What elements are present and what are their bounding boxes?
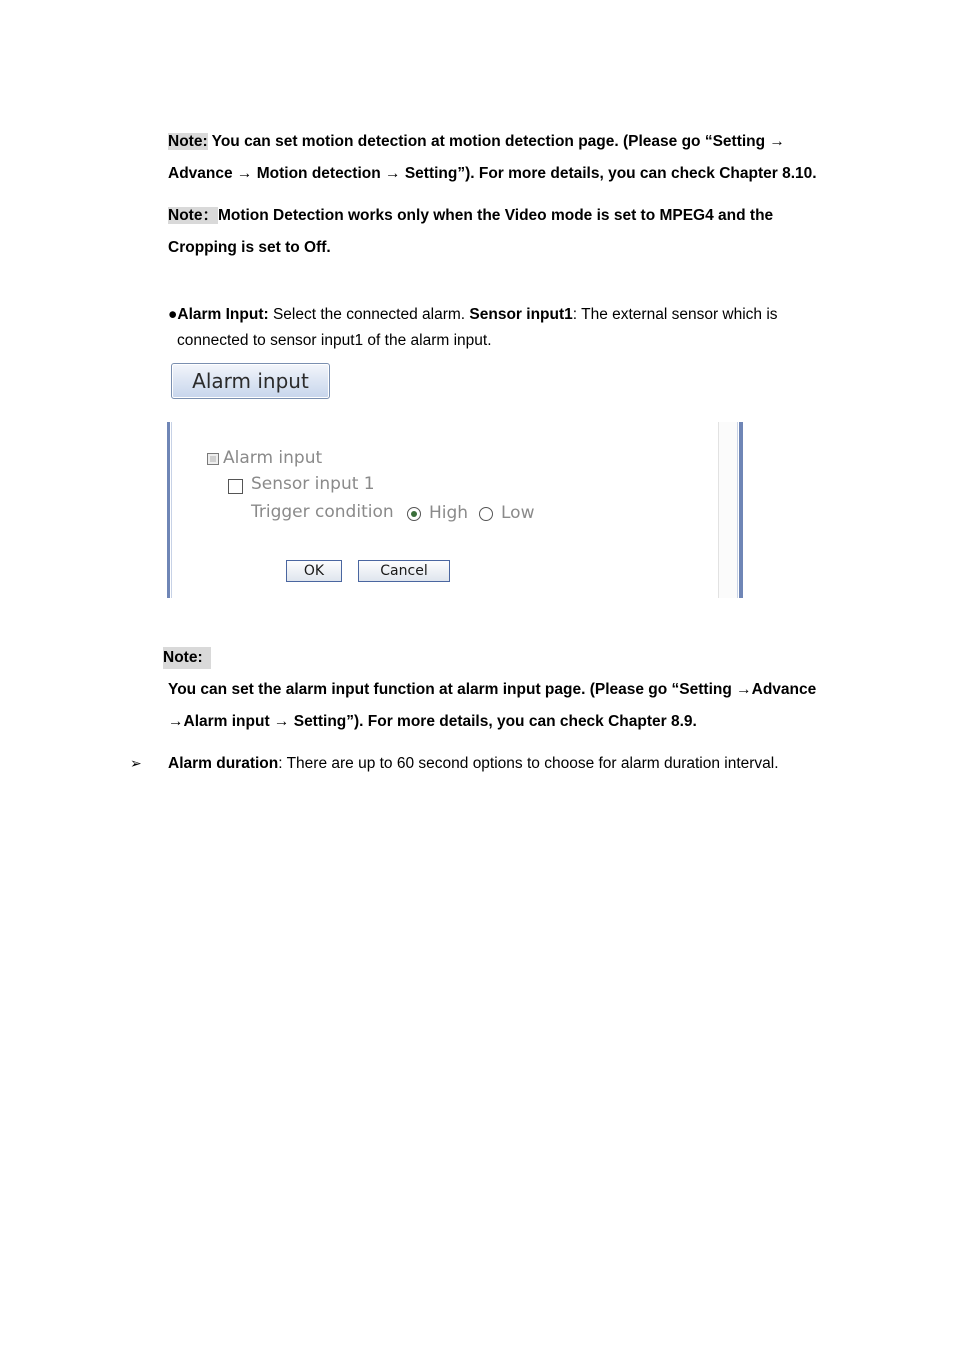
alarm-input-description (168, 302, 828, 354)
tree-node-icon (207, 453, 219, 465)
high-option-label: High (429, 503, 469, 523)
alarm-input-button[interactable]: Alarm input (171, 363, 330, 399)
low-radio[interactable] (479, 507, 493, 521)
note-text: You can set motion detection at motion detection page. (Please go “Setting → (207, 133, 785, 150)
panel-left-border-inner (171, 422, 172, 598)
sensor-input-label: Sensor input 1 (251, 474, 375, 494)
alarm-duration-description (168, 751, 779, 777)
description-text: Select the connected alarm. (268, 306, 470, 323)
panel-left-border (167, 422, 170, 598)
note-line-2: →Alarm input → Setting”). For more details, you can check Chapter 8.9. (168, 713, 697, 730)
description-line-2: connected to sensor input1 of the alarm input. (177, 332, 492, 349)
note-label: Note： (168, 207, 218, 224)
alarm-duration-title: Alarm duration (168, 755, 279, 772)
arrow-bullet-icon: ➢ (130, 755, 142, 771)
note-line-2: Advance → Motion detection → Setting”). For more details, you can check Chapter 8.10. (168, 165, 817, 182)
note-line-1: You can set the alarm input function at alarm input page. (Please go “Setting →Advance (168, 681, 817, 698)
note-alarm-input (168, 674, 816, 738)
alarm-input-tree-label: Alarm input (223, 448, 323, 468)
panel-scrollbar-track[interactable] (718, 422, 737, 598)
bullet-dot: ● (168, 306, 178, 323)
note-text: Motion Detection works only when the Video mode is set to MPEG4 and the (217, 207, 774, 224)
panel-right-border (739, 422, 743, 598)
note-label: Note: (163, 647, 211, 669)
alarm-input-title: Alarm Input: (177, 306, 269, 323)
note-label: Note: (168, 133, 208, 150)
alarm-input-panel (167, 422, 744, 598)
note-motion-detection (168, 126, 817, 190)
note-line-1 (168, 200, 773, 232)
note-line-2: Cropping is set to Off. (168, 239, 331, 256)
note-mpeg4-cropping (168, 200, 773, 264)
panel-right-border-inner (737, 422, 738, 598)
radio-selected-dot (411, 511, 417, 517)
low-option-label: Low (501, 503, 535, 523)
cancel-button[interactable]: Cancel (358, 560, 450, 582)
note-line-1 (168, 126, 817, 158)
high-radio[interactable] (407, 507, 421, 521)
description-text-2: : The external sensor which is (572, 306, 778, 323)
alarm-duration-text: : There are up to 60 second options to choose for alarm duration interval. (278, 755, 779, 772)
trigger-condition-label: Trigger condition (251, 502, 394, 522)
ok-button[interactable]: OK (286, 560, 342, 582)
sensor-input-checkbox[interactable] (228, 479, 243, 494)
sensor-input-term: Sensor input1 (469, 306, 573, 323)
